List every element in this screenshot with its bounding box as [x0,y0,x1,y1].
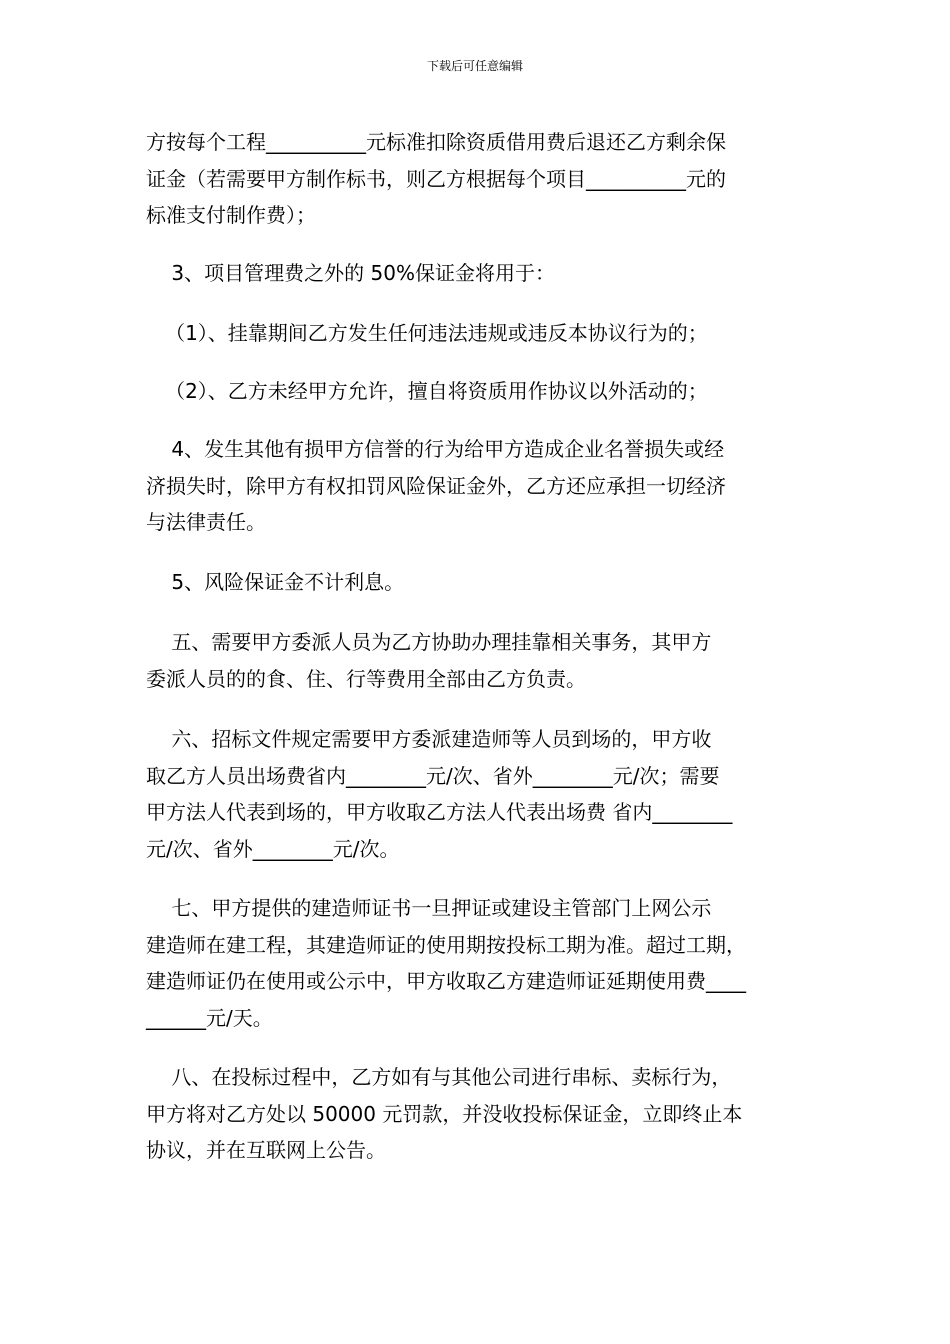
paragraph-item-5 [146,564,810,601]
text-line: 建造师在建工程，其建造师证的使用期按投标工期为准。超过工期， [146,932,746,957]
paragraph-section-7 [146,890,810,1036]
text-line: 委派人员的的食、住、行等费用全部由乙方负责。 [146,666,586,691]
paragraph-item-4 [146,431,810,541]
paragraph-section-6 [146,721,810,867]
text-line: 甲方将对乙方处以 50000 元罚款，并没收投标保证金，立即终止本 [146,1101,743,1126]
text-line: （2）、乙方未经甲方允许，擅自将资质用作协议以外活动的； [146,379,708,403]
text-line: 与法律责任。 [146,510,266,534]
text-line: 取乙方人员出场费省内________元/次、省外________元/次；需要 [146,763,720,788]
text-line: 济损失时，除甲方有权扣罚风险保证金外，乙方还应承担一切经济 [146,473,726,498]
text-line: 五、需要甲方委派人员为乙方协助办理挂靠相关事务，其甲方 [146,630,712,654]
text-line: 4、发生其他有损甲方信誉的行为给甲方造成企业名誉损失或经 [146,437,725,461]
text-line: 证金（若需要甲方制作标书，则乙方根据每个项目__________元的 [146,166,726,191]
text-line: （1）、挂靠期间乙方发生任何违法违规或违反本协议行为的； [146,321,708,345]
text-line: 协议，并在互联网上公告。 [146,1138,386,1162]
paragraph-subitem-2 [146,373,810,410]
paragraph-subitem-1 [146,315,810,352]
text-line: 甲方法人代表到场的，甲方收取乙方法人代表出场费 省内________ [146,800,733,824]
text-line: 六、招标文件规定需要甲方委派建造师等人员到场的，甲方收 [146,727,712,751]
text-line: 元/次、省外________元/次。 [146,836,400,861]
paragraph-section-5 [146,624,810,697]
text-line: 建造师证仍在使用或公示中，甲方收取乙方建造师证延期使用费____ [146,969,746,993]
paragraph-item-3 [146,255,810,292]
text-line: 5、风险保证金不计利息。 [146,570,405,594]
text-line: 七、甲方提供的建造师证书一旦押证或建设主管部门上网公示 [146,896,712,920]
page-header: 下载后可任意编辑 [426,59,523,73]
text-line: 八、在投标过程中，乙方如有与其他公司进行串标、卖标行为， [146,1065,732,1089]
text-line: 标准支付制作费）； [146,203,316,227]
text-line: 方按每个工程__________元标准扣除资质借用费后退还乙方剩余保 [146,130,726,154]
text-line: 3、项目管理费之外的 50%保证金将用于： [146,261,555,285]
paragraph-deposit-refund [146,124,810,234]
text-line: ______元/天。 [146,1005,273,1030]
paragraph-section-8 [146,1059,810,1169]
